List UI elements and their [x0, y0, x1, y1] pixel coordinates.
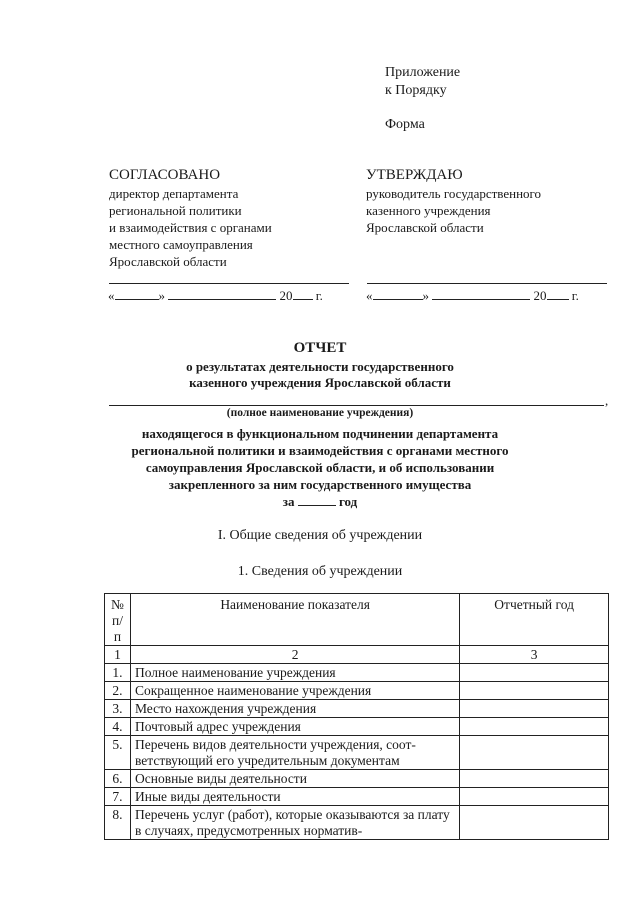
- approval-right-line: руководитель государственного: [366, 186, 542, 201]
- period-year-blank: [298, 493, 336, 506]
- approval-left-line: местного самоуправления: [109, 237, 253, 252]
- report-body-line-3: самоуправления Ярославской области, и об использовании: [145, 460, 495, 475]
- row-value-cell[interactable]: [460, 770, 609, 788]
- row-label: Перечень видов деятельности учреждения, соот-ветствующий его учредительным документам: [130, 736, 459, 770]
- header-indicator: Наименование показателя: [130, 594, 459, 646]
- report-body-line-1: находящегося в функциональном подчинении департамента: [141, 426, 499, 441]
- period-suffix: год: [338, 494, 358, 509]
- row-label: Место нахождения учреждения: [130, 700, 459, 718]
- row-value-cell[interactable]: [460, 664, 609, 682]
- table-row: [105, 770, 609, 788]
- day-blank: [373, 287, 423, 300]
- report-period: [80, 493, 560, 510]
- approval-left-line: Ярославской области: [109, 254, 227, 269]
- signature-line-right: [367, 283, 607, 284]
- column-number-row: [105, 646, 609, 664]
- date-open-quote: «: [366, 288, 373, 303]
- row-number: 4.: [105, 718, 131, 736]
- row-value-cell[interactable]: [460, 736, 609, 770]
- table-row: [105, 700, 609, 718]
- name-caption: (полное наименование учреждения): [226, 407, 414, 419]
- approval-right-line: казенного учреждения: [366, 203, 491, 218]
- form-label: Форма: [385, 117, 425, 132]
- approval-left: [109, 166, 359, 270]
- row-label: Сокращенное наименование учреждения: [130, 682, 459, 700]
- row-number: 3.: [105, 700, 131, 718]
- year-prefix: 20: [279, 288, 293, 303]
- month-blank: [168, 287, 276, 300]
- row-label: Основные виды деятельности: [130, 770, 459, 788]
- institution-info-table: [104, 593, 609, 840]
- approval-left-title: СОГЛАСОВАНО: [109, 167, 221, 183]
- signature-line-left: [109, 283, 349, 284]
- row-label: Полное наименование учреждения: [130, 664, 459, 682]
- header-number: [105, 594, 131, 646]
- report-body-line-4: закрепленного за ним государственного имущества: [168, 477, 472, 492]
- approval-left-line: региональной политики: [109, 203, 242, 218]
- column-number: 3: [460, 646, 609, 664]
- approval-right-title: УТВЕРЖДАЮ: [366, 167, 463, 183]
- appendix-line-2: к Порядку: [385, 83, 447, 98]
- row-number: 7.: [105, 788, 131, 806]
- table-header-row: [105, 594, 609, 646]
- month-blank: [432, 287, 530, 300]
- report-subtitle-line-1: о результатах деятельности государственного: [186, 359, 454, 374]
- header-number-line-2: п/п: [112, 613, 123, 644]
- table-row: [105, 736, 609, 770]
- header-number-line-1: №: [111, 597, 124, 612]
- row-value-cell[interactable]: [460, 788, 609, 806]
- section-title: I. Общие сведения об учреждении: [217, 528, 423, 543]
- row-number: 6.: [105, 770, 131, 788]
- table-row: [105, 806, 609, 840]
- appendix-label: [385, 64, 460, 100]
- date-close-quote: »: [158, 288, 165, 303]
- approval-left-line: и взаимодействия с органами: [109, 220, 272, 235]
- date-line-right: [366, 287, 579, 304]
- day-blank: [115, 287, 159, 300]
- report-title: ОТЧЕТ: [293, 340, 347, 356]
- name-line-comma: ,: [605, 393, 609, 408]
- row-number: 5.: [105, 736, 131, 770]
- report-body-line-2: региональной политики и взаимодействия с органами местного: [131, 443, 509, 458]
- column-number: 2: [130, 646, 459, 664]
- row-label: Почтовый адрес учреждения: [130, 718, 459, 736]
- year-prefix: 20: [533, 288, 547, 303]
- header-year: Отчетный год: [460, 594, 609, 646]
- table-row: [105, 682, 609, 700]
- section-subtitle: 1. Сведения об учреждении: [237, 564, 403, 579]
- approval-right: [366, 166, 616, 236]
- period-prefix: за: [282, 494, 295, 509]
- date-close-quote: »: [422, 288, 429, 303]
- column-number: 1: [105, 646, 131, 664]
- table-row: [105, 788, 609, 806]
- year-suffix: г.: [315, 288, 323, 303]
- row-value-cell[interactable]: [460, 806, 609, 840]
- row-number: 1.: [105, 664, 131, 682]
- row-label: Иные виды деятельности: [130, 788, 459, 806]
- table-row: [105, 718, 609, 736]
- table-row: [105, 664, 609, 682]
- approval-right-line: Ярославской области: [366, 220, 484, 235]
- date-line-left: [108, 287, 323, 304]
- approval-left-line: директор департамента: [109, 186, 239, 201]
- row-value-cell[interactable]: [460, 718, 609, 736]
- row-number: 2.: [105, 682, 131, 700]
- row-value-cell[interactable]: [460, 700, 609, 718]
- year-suffix: г.: [571, 288, 579, 303]
- row-value-cell[interactable]: [460, 682, 609, 700]
- date-open-quote: «: [108, 288, 115, 303]
- report-subtitle-line-2: казенного учреждения Ярославской области: [189, 375, 451, 390]
- year-blank: [293, 287, 313, 300]
- row-number: 8.: [105, 806, 131, 840]
- row-label: Перечень услуг (работ), которые оказываются за плату в случаях, предусмотренных норматив-: [130, 806, 459, 840]
- appendix-line-1: Приложение: [385, 65, 461, 80]
- institution-name-line: [109, 405, 604, 406]
- year-blank: [547, 287, 569, 300]
